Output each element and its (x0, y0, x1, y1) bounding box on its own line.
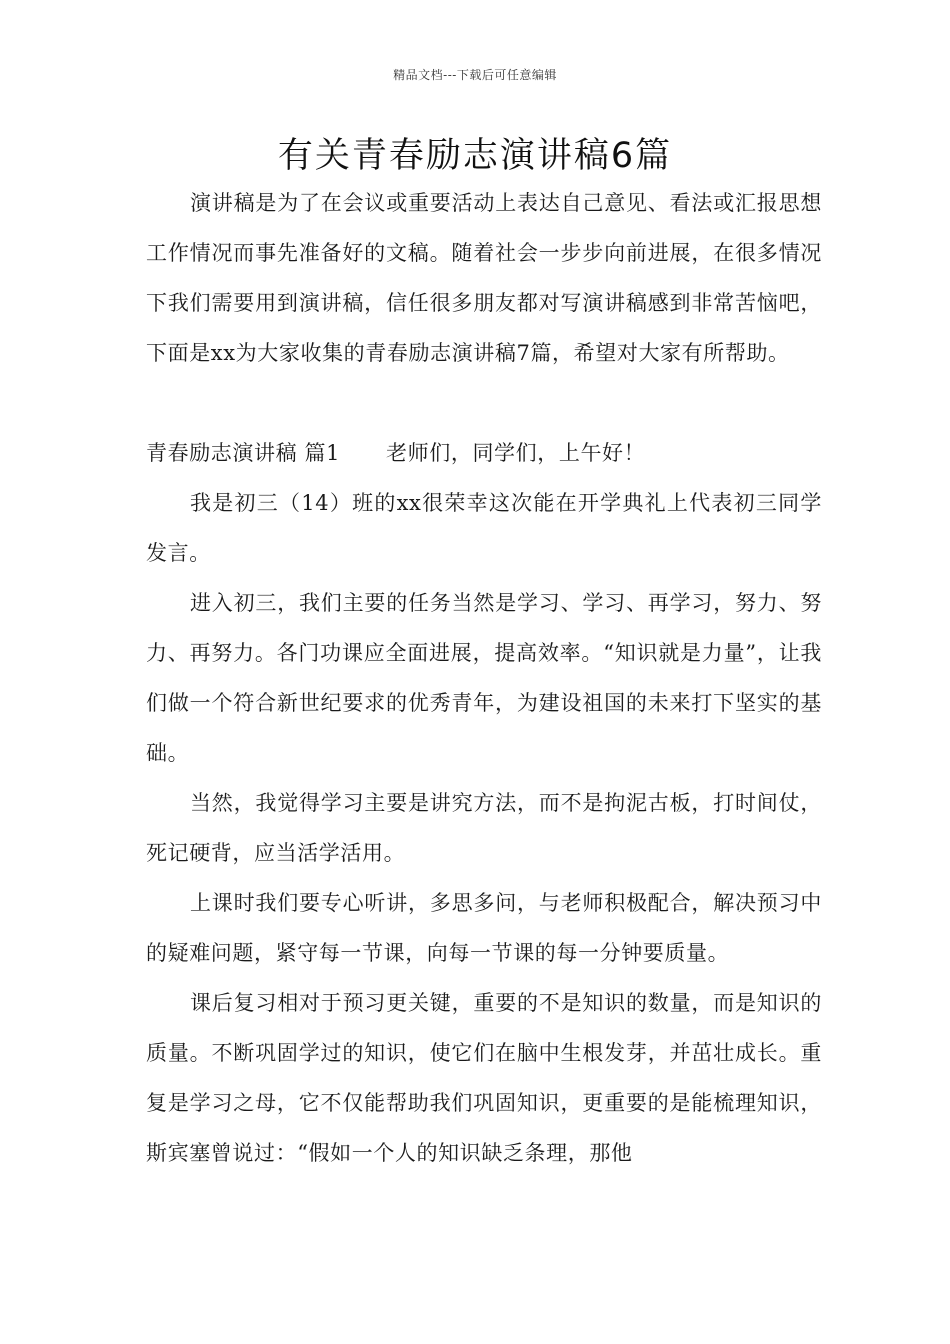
header-note: 精品文档---下载后可任意编辑 (393, 68, 557, 82)
document-body (146, 178, 822, 1178)
body-paragraph: 上课时我们要专心听讲，多思多问，与老师积极配合，解决预习中的疑难问题，紧守每一节课，向每一节课的每一分钟要质量。 (146, 891, 822, 965)
body-paragraph: 课后复习相对于预习更关键，重要的不是知识的数量，而是知识的质量。不断巩固学过的知识，使它们在脑中生根发芽，并茁壮成长。重复是学习之母，它不仅能帮助我们巩固知识，更重要的是能梳理知识，斯宾塞曾说过：“假如一个人的知识缺乏条理，那他 (146, 991, 822, 1165)
document-title: 有关青春励志演讲稿6篇 (277, 136, 673, 176)
body-paragraph: 进入初三，我们主要的任务当然是学习、学习、再学习，努力、努力、再努力。各门功课应全面进展，提高效率。“知识就是力量”，让我们做一个符合新世纪要求的优秀青年，为建设祖国的未来打下坚实的基础。 (146, 591, 822, 765)
body-paragraph: 我是初三（14）班的xx很荣幸这次能在开学典礼上代表初三同学发言。 (146, 491, 822, 565)
body-paragraph: 当然，我觉得学习主要是讲究方法，而不是拘泥古板，打时间仗，死记硬背，应当活学活用。 (146, 791, 822, 865)
greeting-text: 老师们，同学们，上午好！ (386, 441, 646, 465)
section-heading-line (146, 428, 822, 478)
section-heading: 青春励志演讲稿 篇1 (146, 441, 341, 465)
intro-paragraph: 演讲稿是为了在会议或重要活动上表达自己意见、看法或汇报思想工作情况而事先准备好的文稿。随着社会一步步向前进展，在很多情况下我们需要用到演讲稿，信任很多朋友都对写演讲稿感到非常苦恼吧，下面是xx为大家收集的青春励志演讲稿7篇，希望对大家有所帮助。 (146, 191, 822, 365)
